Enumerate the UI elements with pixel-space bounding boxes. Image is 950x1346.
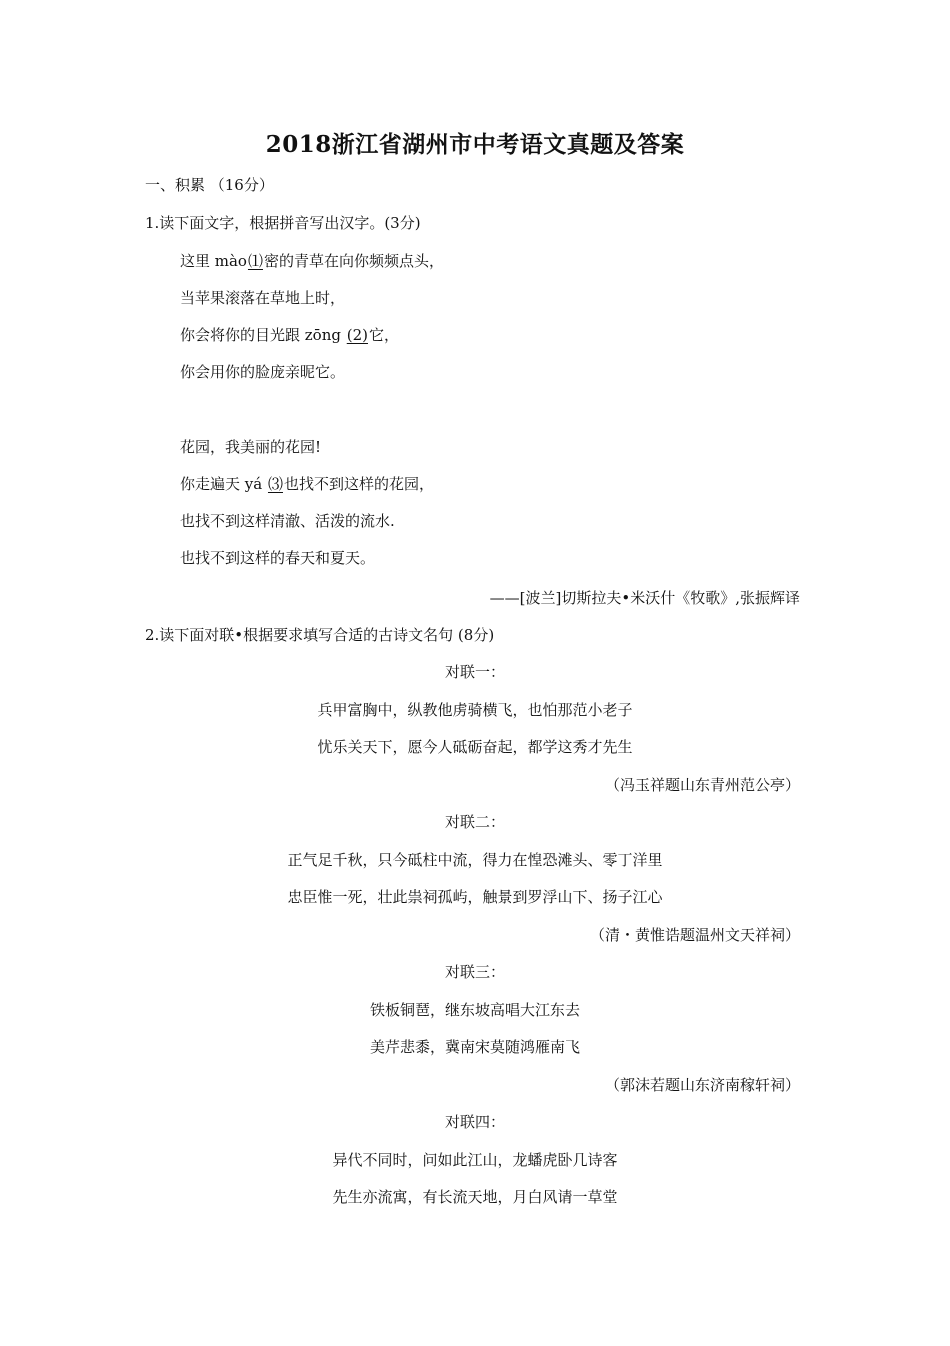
poem-line-1-pre: 这里 mào [180,252,247,270]
poem-line-2: 当苹果滚落在草地上时， [180,289,346,307]
blank-1: ⑴ [247,252,263,270]
poem-line-7: 也找不到这样清澈、活泼的流水. [180,512,395,530]
section-heading: 一、积累 （16分） [145,176,274,194]
couplet-3-line-1: 铁板铜琶，继东坡高唱大江东去 [369,1001,580,1019]
couplet-2-line-2: 忠臣惟一死，壮此祟祠孤屿，触景到罗浮山下、扬子江心 [287,888,663,906]
poem-line-1 [180,251,444,271]
couplet-4-line-2: 先生亦流寓，有长流天地，月白风请一草堂 [332,1188,618,1206]
poem-line-6 [180,474,434,494]
couplet-2-label: 对联二： [444,813,505,831]
blank-3: ⑶ [267,475,283,493]
couplet-1-source: （冯玉祥题山东青州范公亭） [604,776,800,794]
poem-line-6-post: 也找不到这样的花园， [283,475,434,493]
poem-line-3-pre: 你会将你的目光跟 zōng [180,326,346,344]
poem-line-5: 花园，我美丽的花园! [180,438,322,456]
couplet-1-line-1: 兵甲富胸中，纵教他虏骑横飞，也怕那范小老子 [317,701,633,719]
couplet-4-label: 对联四： [444,1113,505,1131]
couplet-2-source: （清・黄惟诰题温州文天祥祠） [589,926,800,944]
couplet-1-line-2: 忧乐关天下，愿今人砥砺奋起，都学这秀才先生 [317,738,633,756]
poem-line-6-pre: 你走遍天 yá [180,475,267,493]
couplet-2-line-1: 正气足千秋，只今砥柱中流，得力在惶恐滩头、零丁洋里 [287,851,663,869]
poem-source: ——[波兰]切斯拉夫•米沃什《牧歌》,张振辉译 [489,589,800,607]
couplet-4-line-1: 异代不同时，问如此江山，龙蟠虎卧几诗客 [332,1151,618,1169]
couplet-3-label: 对联三： [444,963,505,981]
poem-line-8: 也找不到这样的春天和夏天。 [180,549,376,567]
couplet-3-line-2: 美芹悲黍，冀南宋莫随鸿雁南飞 [369,1038,580,1056]
poem-line-4: 你会用你的脸庞亲昵它。 [180,363,346,381]
blank-2: (2) [346,326,368,344]
poem-line-3 [180,325,399,345]
poem-line-3-post: 它， [368,326,399,344]
couplet-1-label: 对联一： [444,663,505,681]
question-2-prompt: 2.读下面对联•根据要求填写合适的古诗文名句 (8分) [145,626,495,644]
page-title: 2018浙江省湖州市中考语文真题及答案 [265,131,685,158]
couplet-3-source: （郭沫若题山东济南稼轩祠） [604,1076,800,1094]
question-1-prompt: 1.读下面文字，根据拼音写出汉字。(3分) [145,214,421,232]
poem-line-1-post: 密的青草在向你频频点头， [263,252,444,270]
